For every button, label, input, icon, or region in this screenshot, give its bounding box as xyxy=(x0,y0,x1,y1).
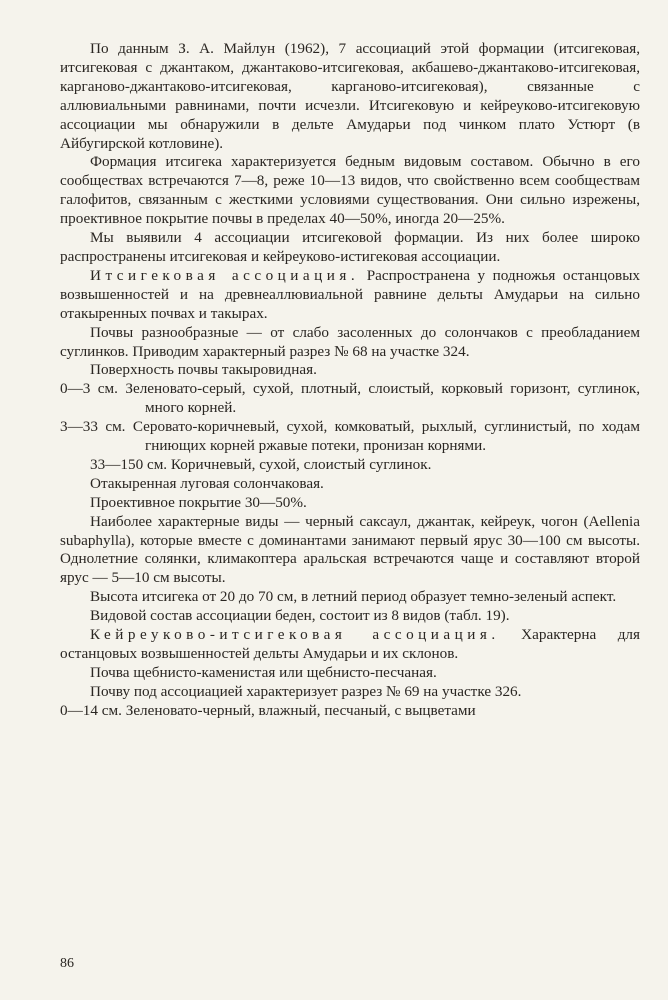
paragraph: Наиболее характерные виды — черный саксаул, джантак, кейреук, чогон (Aellenia subaphylla), которые вместе с доминантами занимают первый ярус 30—100 см высоты. Однолетние солянки, климакоптера аральская встречаются чаще и составляют второй ярус — 5—10 см высоты. xyxy=(60,512,640,587)
paragraph: Поверхность почвы такыровидная. xyxy=(90,361,317,379)
page-body xyxy=(60,40,640,721)
soil-horizon: 3—33 см. Серовато-коричневый, сухой, комковатый, рыхлый, суглинистый, по ходам гниющих корней ржавые потеки, пронизан корнями. xyxy=(60,418,640,455)
paragraph: Почву под ассоциацией характеризует разрез № 69 на участке 326. xyxy=(90,682,522,700)
paragraph: Проективное покрытие 30—50%. xyxy=(90,493,307,511)
soil-horizon: 33—150 см. Коричневый, сухой, слоистый суглинок. xyxy=(90,455,432,473)
paragraph: Мы выявили 4 ассоциации итсигековой формации. Из них более широко распространены итсигековая и кейреуково-истигековая ассоциации. xyxy=(60,229,640,265)
association-heading: Итсигековая ассоциация. xyxy=(90,266,360,284)
paragraph: Высота итсигека от 20 до 70 см, в летний период образует темно-зеленый аспект. xyxy=(90,588,617,606)
paragraph: Почвы разнообразные — от слабо засоленных до солончаков с преобладанием суглинков. Приводим характерный разрез № 68 на участке 324. xyxy=(60,323,640,360)
paragraph: Итсигековая ассоциация. Распространена у подножья останцовых возвышенностей и на древнеаллювиальной равнине дельты Амударьи на сильно отакыренных почвах и такырах. xyxy=(60,266,640,322)
paragraph: Формация итсигека характеризуется бедным видовым составом. Обычно в его сообществах встречаются 7—8, реже 10—13 видов, что свойственно всем сообществам галофитов, связанным с жесткими условиями существования. Они сильно изрежены, проективное покрытие почвы в пределах 40—50%, иногда 20—25%. xyxy=(60,153,640,228)
paragraph: Кейреуково-итсигековая ассоциация. Характерна для останцовых возвышенностей дельты Амударьи и их склонов. xyxy=(60,626,640,662)
soil-horizon: 0—3 см. Зеленовато-серый, сухой, плотный, слоистый, корковый горизонт, суглинок, много корней. xyxy=(60,380,640,417)
page-number: 86 xyxy=(60,956,74,971)
paragraph: По данным З. А. Майлун (1962), 7 ассоциаций этой формации (итсигековая, итсигековая с джантаком, джантаково-итсигековая, акбашево-джантаково-итсигековая, карганово-джантаково-итсигековая, карганово-итсигековая), связанные с аллювиальными равнинами, почти исчезли. Итсигековую и кейреуково-итсигековую ассоциации мы обнаружили в дельте Амударьи под чинком плато Устюрт (в Айбугирской котловине). xyxy=(60,40,640,152)
soil-horizon: 0—14 см. Зеленовато-черный, влажный, песчаный, с выцветами xyxy=(60,701,476,719)
paragraph: Почва щебнисто-каменистая или щебнисто-песчаная. xyxy=(90,663,437,681)
association-heading: Кейреуково-итсигековая ассоциация. xyxy=(90,626,500,644)
paragraph: Видовой состав ассоциации беден, состоит из 8 видов (табл. 19). xyxy=(90,607,510,625)
paragraph: Отакыренная луговая солончаковая. xyxy=(90,474,324,492)
